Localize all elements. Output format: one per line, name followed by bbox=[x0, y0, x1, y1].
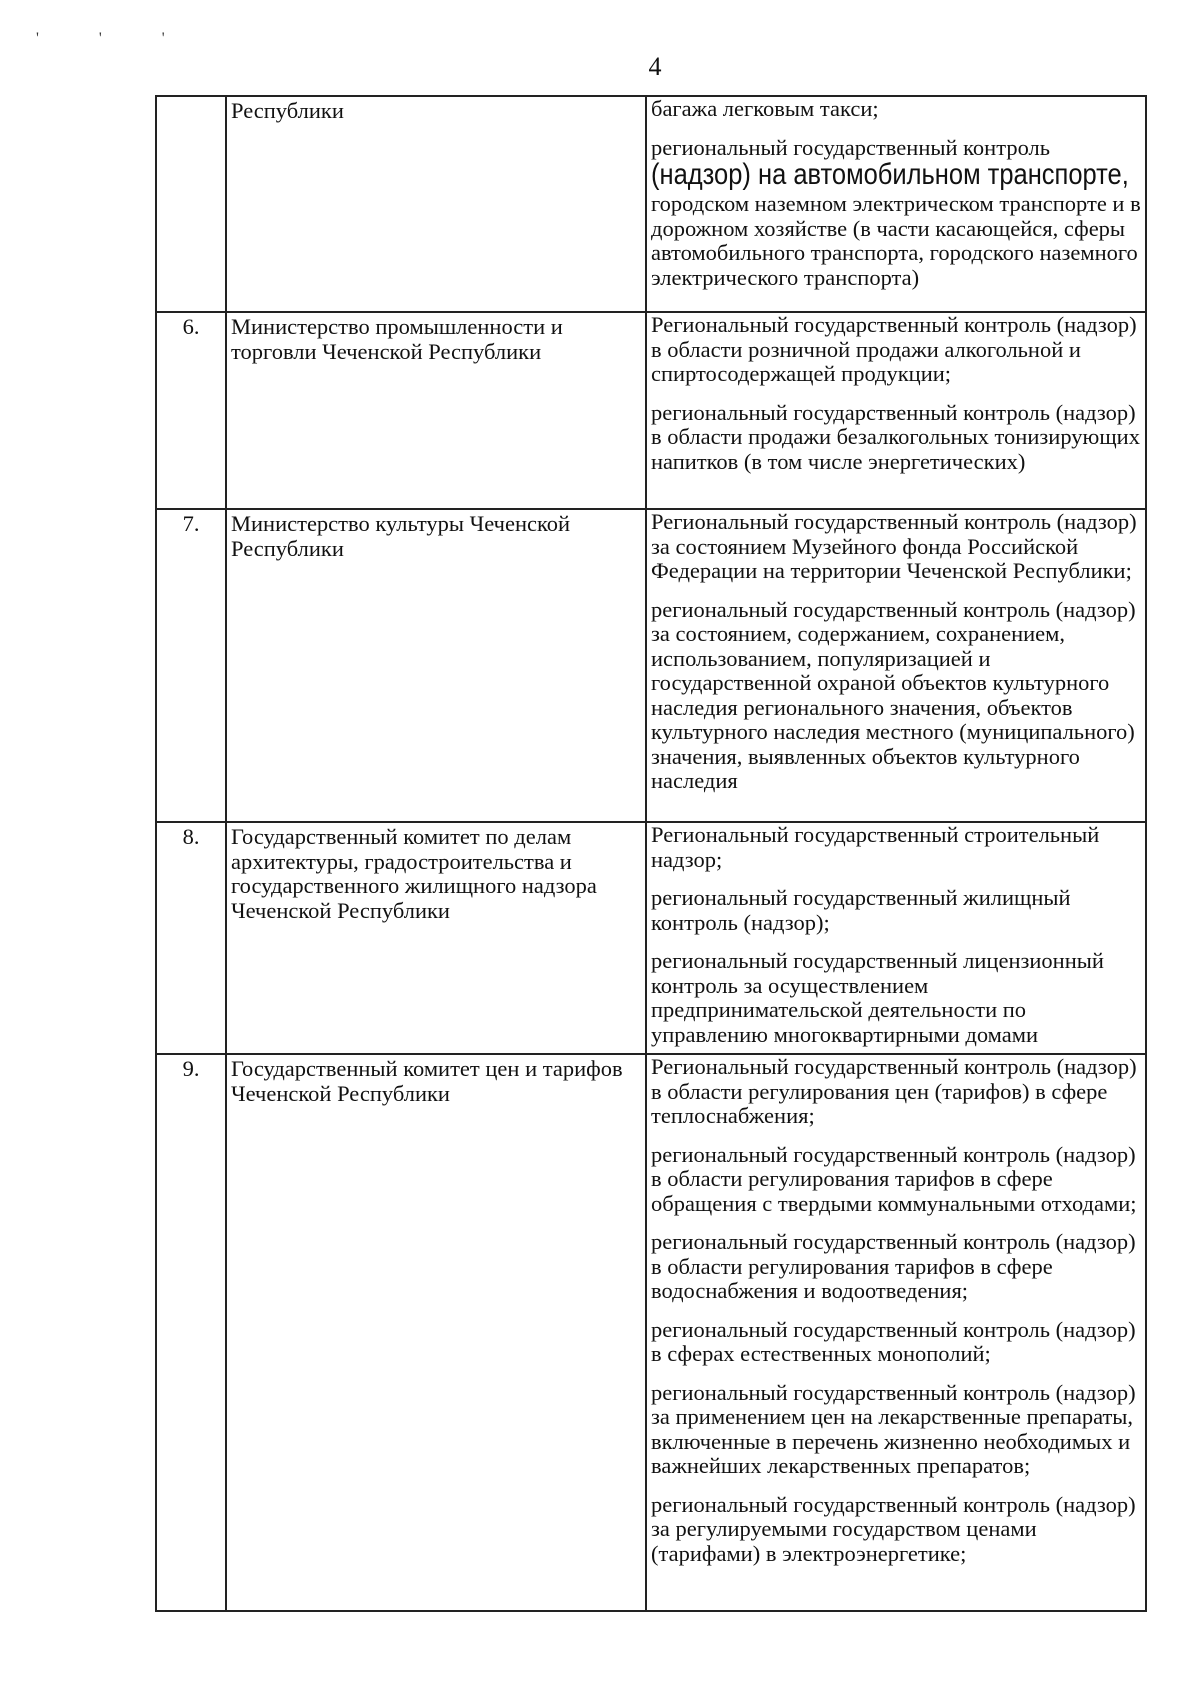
table-row bbox=[156, 312, 1146, 509]
control-functions bbox=[646, 312, 1146, 509]
row-number: 8. bbox=[156, 822, 226, 1054]
control-functions bbox=[646, 96, 1146, 312]
control-function: Региональный государственный контроль (надзор) за состоянием Музейного фонда Российской Федерации на территории Чеченской Республики; bbox=[651, 509, 1137, 583]
control-function: багажа легковым такси; bbox=[651, 96, 879, 121]
control-function-part: городском наземном электрическом транспорте и в дорожном хозяйстве (в части касающейся, сферы автомобильного транспорта, городского наземного электрического транспорта) bbox=[651, 191, 1141, 290]
table-row bbox=[156, 822, 1146, 1054]
authority-name: Министерство культуры Чеченской Республики bbox=[226, 509, 646, 822]
authority-name: Государственный комитет по делам архитектуры, градостроительства и государственного жилищного надзора Чеченской Республики bbox=[226, 822, 646, 1054]
control-function: Региональный государственный строительный надзор; bbox=[651, 822, 1100, 872]
control-functions-table bbox=[155, 95, 1147, 1612]
row-number: 7. bbox=[156, 509, 226, 822]
table-row bbox=[156, 509, 1146, 822]
control-function-part: региональный государственный контроль bbox=[651, 134, 1051, 160]
control-function: региональный государственный контроль (надзор) в области регулирования тарифов в сфере обращения с твердыми коммунальными отходами; bbox=[651, 1141, 1137, 1216]
authority-name: Министерство промышленности и торговли Чеченской Республики bbox=[226, 312, 646, 509]
page-number: 4 bbox=[648, 52, 662, 81]
control-function-part: (надзор) на автомобильном транспорте, bbox=[651, 158, 1129, 191]
table-row bbox=[156, 96, 1146, 312]
table-row bbox=[156, 1054, 1146, 1611]
row-number: 9. bbox=[156, 1054, 226, 1611]
control-function: Региональный государственный контроль (надзор) в области регулирования цен (тарифов) в сфере теплоснабжения; bbox=[651, 1054, 1137, 1128]
row-number: 6. bbox=[156, 312, 226, 509]
control-function: региональный государственный контроль (надзор) в сферах естественных монополий; bbox=[651, 1316, 1136, 1366]
control-function: региональный государственный контроль (надзор) за применением цен на лекарственные препараты, включенные в перечень жизненно необходимых и важнейших лекарственных препаратов; bbox=[651, 1379, 1136, 1478]
control-function: региональный государственный контроль (надзор) за регулируемыми государством ценами (тарифами) в электроэнергетике; bbox=[651, 1491, 1136, 1566]
control-function: региональный государственный контроль (надзор) в области продажи безалкогольных тонизирующих напитков (в том числе энергетических) bbox=[651, 399, 1140, 474]
control-function bbox=[647, 136, 1145, 291]
control-functions bbox=[646, 822, 1146, 1054]
control-function: региональный государственный контроль (надзор) в области регулирования тарифов в сфере водоснабжения и водоотведения; bbox=[651, 1229, 1136, 1303]
authority-name: Республики bbox=[226, 96, 646, 312]
authority-name: Государственный комитет цен и тарифов Чеченской Республики bbox=[226, 1054, 646, 1611]
control-functions bbox=[646, 1054, 1146, 1611]
control-function: Региональный государственный контроль (надзор) в области розничной продажи алкогольной и спиртосодержащей продукции; bbox=[651, 312, 1137, 386]
control-function: региональный государственный контроль (надзор) за состоянием, содержанием, сохранением, использованием, популяризацией и государственной охраной объектов культурного наследия регионального значения, объектов культурного наследия местного (муниципального) значения, выявленных объектов культурного наследия bbox=[651, 596, 1136, 793]
control-functions bbox=[646, 509, 1146, 822]
row-number bbox=[156, 96, 226, 312]
control-function: региональный государственный лицензионный контроль за осуществлением предпринимательской деятельности по управлению многоквартирными домами bbox=[651, 948, 1104, 1047]
scan-marks: ' ' ' bbox=[36, 30, 193, 47]
control-function: региональный государственный жилищный контроль (надзор); bbox=[651, 885, 1071, 935]
